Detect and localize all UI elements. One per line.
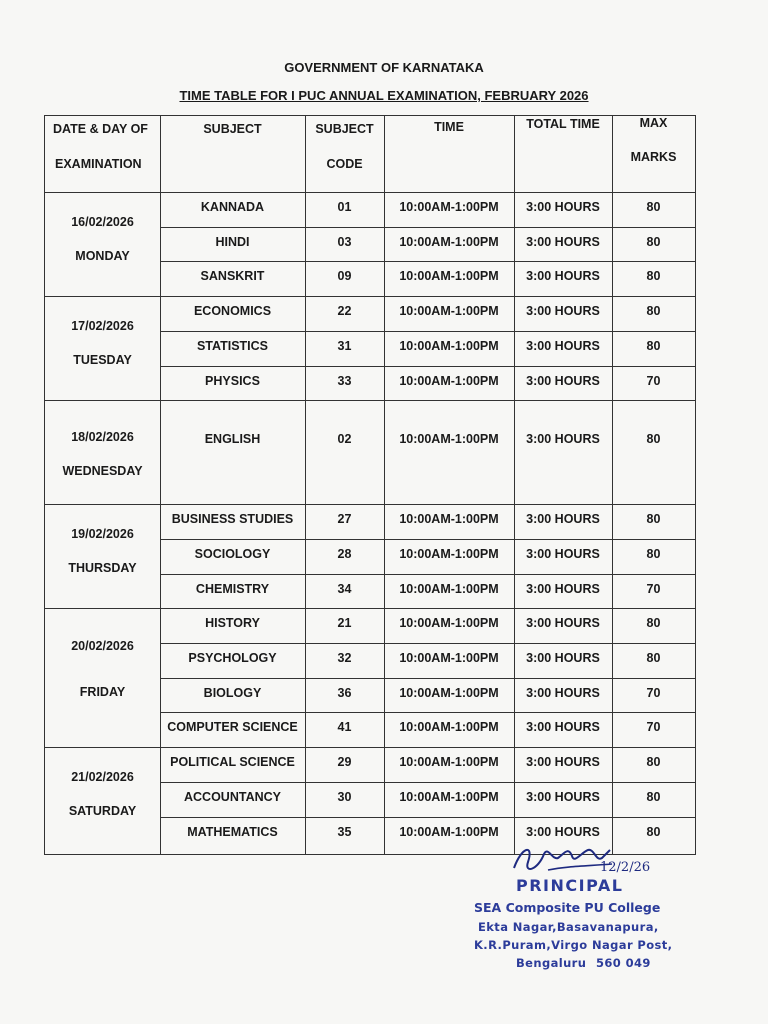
time-cell: 10:00AM-1:00PM: [399, 755, 499, 770]
row-divider: [45, 296, 695, 297]
time-cell: 10:00AM-1:00PM: [399, 546, 499, 561]
marks-cell: 70: [646, 685, 661, 700]
stamp-city: Bengaluru: [516, 956, 587, 970]
code-cell: 28: [337, 546, 352, 561]
subject-cell: POLITICAL SCIENCE: [170, 755, 295, 770]
exam-date: 20/02/2026: [71, 638, 134, 653]
exam-date: 17/02/2026: [71, 319, 134, 333]
subject-cell: HINDI: [215, 234, 250, 249]
total-time-cell: 3:00 HOURS: [526, 338, 600, 353]
header-date-line2: EXAMINATION: [55, 157, 142, 171]
subject-cell: ENGLISH: [204, 432, 261, 447]
total-time-cell: 3:00 HOURS: [526, 651, 600, 665]
marks-cell: 80: [646, 824, 661, 839]
row-divider: [160, 712, 695, 713]
marks-cell: 80: [646, 512, 661, 527]
code-cell: 29: [337, 755, 352, 770]
time-cell: 10:00AM-1:00PM: [399, 234, 499, 249]
header-code-line2: CODE: [326, 157, 363, 171]
exam-date: 19/02/2026: [71, 527, 134, 542]
marks-cell: 70: [646, 581, 661, 596]
total-time-cell: 3:00 HOURS: [526, 755, 600, 770]
total-time-cell: 3:00 HOURS: [526, 581, 600, 596]
subject-cell: SOCIOLOGY: [194, 546, 271, 561]
subject-cell: ECONOMICS: [193, 304, 272, 319]
total-time-cell: 3:00 HOURS: [526, 200, 600, 214]
total-time-cell: 3:00 HOURS: [526, 373, 600, 388]
total-time-cell: 3:00 HOURS: [526, 432, 600, 447]
stamp-address-line1: Ekta Nagar,Basavanapura,: [478, 920, 659, 934]
code-cell: 27: [337, 512, 352, 527]
exam-day: MONDAY: [75, 249, 130, 264]
marks-cell: 70: [646, 373, 661, 388]
stamp-address-line2: K.R.Puram,Virgo Nagar Post,: [474, 938, 673, 952]
subject-cell: HISTORY: [205, 616, 260, 631]
time-cell: 10:00AM-1:00PM: [399, 304, 499, 319]
stamp-college: SEA Composite PU College: [474, 900, 661, 915]
time-cell: 10:00AM-1:00PM: [399, 269, 499, 284]
marks-cell: 80: [646, 200, 661, 214]
exam-date: 16/02/2026: [71, 214, 134, 229]
exam-day: TUESDAY: [73, 353, 132, 368]
code-cell: 09: [337, 269, 352, 284]
code-cell: 30: [337, 789, 352, 804]
stamp-pin: 560 049: [596, 956, 651, 970]
row-divider: [45, 608, 695, 609]
total-time-cell: 3:00 HOURS: [526, 685, 600, 700]
time-cell: 10:00AM-1:00PM: [399, 789, 499, 804]
code-cell: 31: [337, 338, 352, 353]
total-time-cell: 3:00 HOURS: [526, 616, 600, 631]
marks-cell: 80: [646, 755, 661, 770]
subject-cell: PHYSICS: [205, 373, 260, 388]
header-marks-line2: MARKS: [630, 150, 677, 164]
code-cell: 35: [337, 824, 352, 839]
row-divider: [45, 747, 695, 748]
time-cell: 10:00AM-1:00PM: [399, 200, 499, 214]
total-time-cell: 3:00 HOURS: [526, 269, 600, 284]
time-cell: 10:00AM-1:00PM: [399, 338, 499, 353]
code-cell: 03: [337, 234, 352, 249]
code-cell: 21: [337, 616, 352, 631]
row-divider: [160, 643, 695, 644]
row-divider: [160, 331, 695, 332]
total-time-cell: 3:00 HOURS: [526, 546, 600, 561]
marks-cell: 80: [646, 234, 661, 249]
marks-cell: 80: [646, 432, 661, 447]
code-cell: 01: [337, 200, 352, 214]
row-divider: [160, 227, 695, 228]
subject-cell: CHEMISTRY: [195, 581, 270, 596]
time-cell: 10:00AM-1:00PM: [399, 581, 499, 596]
time-cell: 10:00AM-1:00PM: [399, 512, 499, 527]
header-total-time: TOTAL TIME: [526, 117, 600, 131]
total-time-cell: 3:00 HOURS: [526, 720, 600, 735]
time-cell: 10:00AM-1:00PM: [399, 651, 499, 665]
code-cell: 41: [337, 720, 352, 735]
exam-day: FRIDAY: [79, 684, 126, 699]
row-divider: [160, 782, 695, 783]
marks-cell: 80: [646, 338, 661, 353]
code-cell: 22: [337, 304, 352, 319]
code-cell: 02: [337, 432, 352, 447]
row-divider: [160, 261, 695, 262]
row-divider: [45, 504, 695, 505]
time-cell: 10:00AM-1:00PM: [399, 824, 499, 839]
signature-date: 12/2/26: [600, 860, 651, 875]
subject-cell: MATHEMATICS: [187, 824, 278, 839]
marks-cell: 80: [646, 616, 661, 631]
total-time-cell: 3:00 HOURS: [526, 824, 600, 839]
exam-day: SATURDAY: [68, 804, 137, 819]
subject-cell: BUSINESS STUDIES: [171, 512, 294, 527]
document-heading: GOVERNMENT OF KARNATAKA: [284, 60, 484, 75]
exam-date: 18/02/2026: [71, 430, 134, 445]
time-cell: 10:00AM-1:00PM: [399, 616, 499, 631]
marks-cell: 80: [646, 546, 661, 561]
marks-cell: 80: [646, 789, 661, 804]
marks-cell: 70: [646, 720, 661, 735]
row-divider: [160, 678, 695, 679]
time-cell: 10:00AM-1:00PM: [399, 432, 499, 447]
total-time-cell: 3:00 HOURS: [526, 789, 600, 804]
row-divider: [160, 539, 695, 540]
exam-day: THURSDAY: [68, 561, 137, 576]
subject-cell: BIOLOGY: [203, 685, 262, 700]
subject-cell: COMPUTER SCIENCE: [167, 720, 298, 735]
header-subject: SUBJECT: [203, 122, 262, 136]
total-time-cell: 3:00 HOURS: [526, 512, 600, 527]
subject-cell: SANSKRIT: [200, 269, 265, 284]
exam-day: WEDNESDAY: [62, 464, 143, 479]
document-subheading: TIME TABLE FOR I PUC ANNUAL EXAMINATION, FEBRUARY 2026: [179, 88, 589, 103]
total-time-cell: 3:00 HOURS: [526, 304, 600, 319]
exam-date: 21/02/2026: [71, 770, 134, 784]
header-code-line1: SUBJECT: [315, 122, 374, 136]
time-cell: 10:00AM-1:00PM: [399, 373, 499, 388]
marks-cell: 80: [646, 651, 661, 665]
marks-cell: 80: [646, 304, 661, 319]
subject-cell: KANNADA: [200, 200, 265, 214]
row-divider: [160, 817, 695, 818]
row-divider: [160, 574, 695, 575]
timetable: [44, 115, 696, 855]
row-divider: [45, 192, 695, 193]
code-cell: 33: [337, 373, 352, 388]
time-cell: 10:00AM-1:00PM: [399, 685, 499, 700]
subject-cell: STATISTICS: [196, 338, 269, 353]
stamp-title: PRINCIPAL: [516, 876, 624, 895]
code-cell: 36: [337, 685, 352, 700]
time-cell: 10:00AM-1:00PM: [399, 720, 499, 735]
header-time: TIME: [434, 120, 464, 134]
subject-cell: ACCOUNTANCY: [184, 789, 281, 804]
marks-cell: 80: [646, 269, 661, 284]
code-cell: 32: [337, 651, 352, 665]
header-date-line1: DATE & DAY OF: [53, 122, 148, 136]
total-time-cell: 3:00 HOURS: [526, 234, 600, 249]
subject-cell: PSYCHOLOGY: [188, 651, 277, 665]
row-divider: [160, 366, 695, 367]
header-marks-line1: MAX: [639, 116, 668, 130]
code-cell: 34: [337, 581, 352, 596]
row-divider: [45, 400, 695, 401]
